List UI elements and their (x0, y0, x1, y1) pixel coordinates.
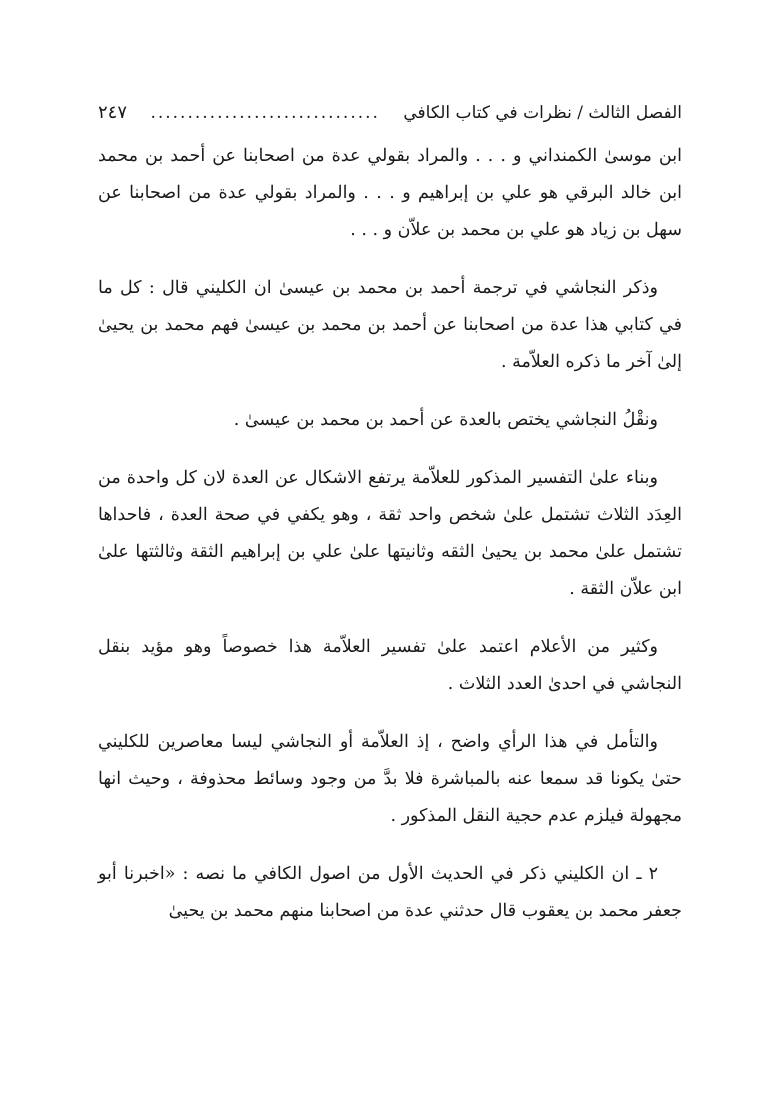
paragraph-najashi-scope: ونقْلُ النجاشي يختص بالعدة عن أحمد بن محمد بن عيسىٰ . (233, 410, 658, 430)
body-text (98, 138, 682, 951)
paragraph-point-two: ٢ ـ ان الكليني ذكر في الحديث الأول من اصول الكافي ما نصه : «اخبرنا أبو جعفر محمد بن يعقوب قال حدثني عدة من اصحابنا منهم محمد بن يحيىٰ (98, 864, 682, 921)
paragraph-critique: والتأمل في هذا الرأي واضح ، إذ العلاّمة أو النجاشي ليسا معاصرين للكليني حتىٰ يكونا قد سمعا عنه بالمباشرة فلا بدَّ من وجود وسائط محذوفة ، وحيث انها مجهولة فيلزم عدم حجية النقل المذكور . (98, 732, 682, 826)
page-number: ٢٤٧ (98, 102, 128, 123)
running-header (98, 98, 682, 128)
chapter-title: الفصل الثالث / نظرات في كتاب الكافي (403, 103, 682, 123)
dot-leader: ............................... (150, 103, 380, 123)
paragraph-najashi-report: وذكر النجاشي في ترجمة أحمد بن محمد بن عيسىٰ ان الكليني قال : كل ما في كتابي هذا عدة من اصحابنا عن أحمد بن محمد بن عيسىٰ فهم محمد بن يحيىٰ إلىٰ آخر ما ذكره العلاّمة . (98, 278, 682, 372)
paragraph-scholars-reliance: وكثير من الأعلام اعتمد علىٰ تفسير العلاّمة هذا خصوصاً وهو مؤيد بنقل النجاشي في احدىٰ العدد الثلاث . (98, 637, 682, 694)
paragraph-allama-interpretation: وبناء علىٰ التفسير المذكور للعلاّمة يرتفع الاشكال عن العدة لان كل واحدة من العِدَد الثلاث تشتمل علىٰ شخص واحد ثقة ، وهو يكفي في صحة العدة ، فاحداها تشتمل علىٰ محمد بن يحيىٰ الثقه وثانيتها علىٰ علي بن إبراهيم الثقة وثالثتها علىٰ ابن علاّن الثقة . (98, 468, 682, 599)
paragraph-continuation: ابن موسىٰ الكمنداني و . . . والمراد بقولي عدة من اصحابنا عن أحمد بن محمد ابن خالد البرقي هو علي بن إبراهيم و . . . والمراد بقولي عدة من اصحابنا عن سهل بن زياد هو علي بن محمد بن علاّن و . . . (98, 146, 682, 240)
